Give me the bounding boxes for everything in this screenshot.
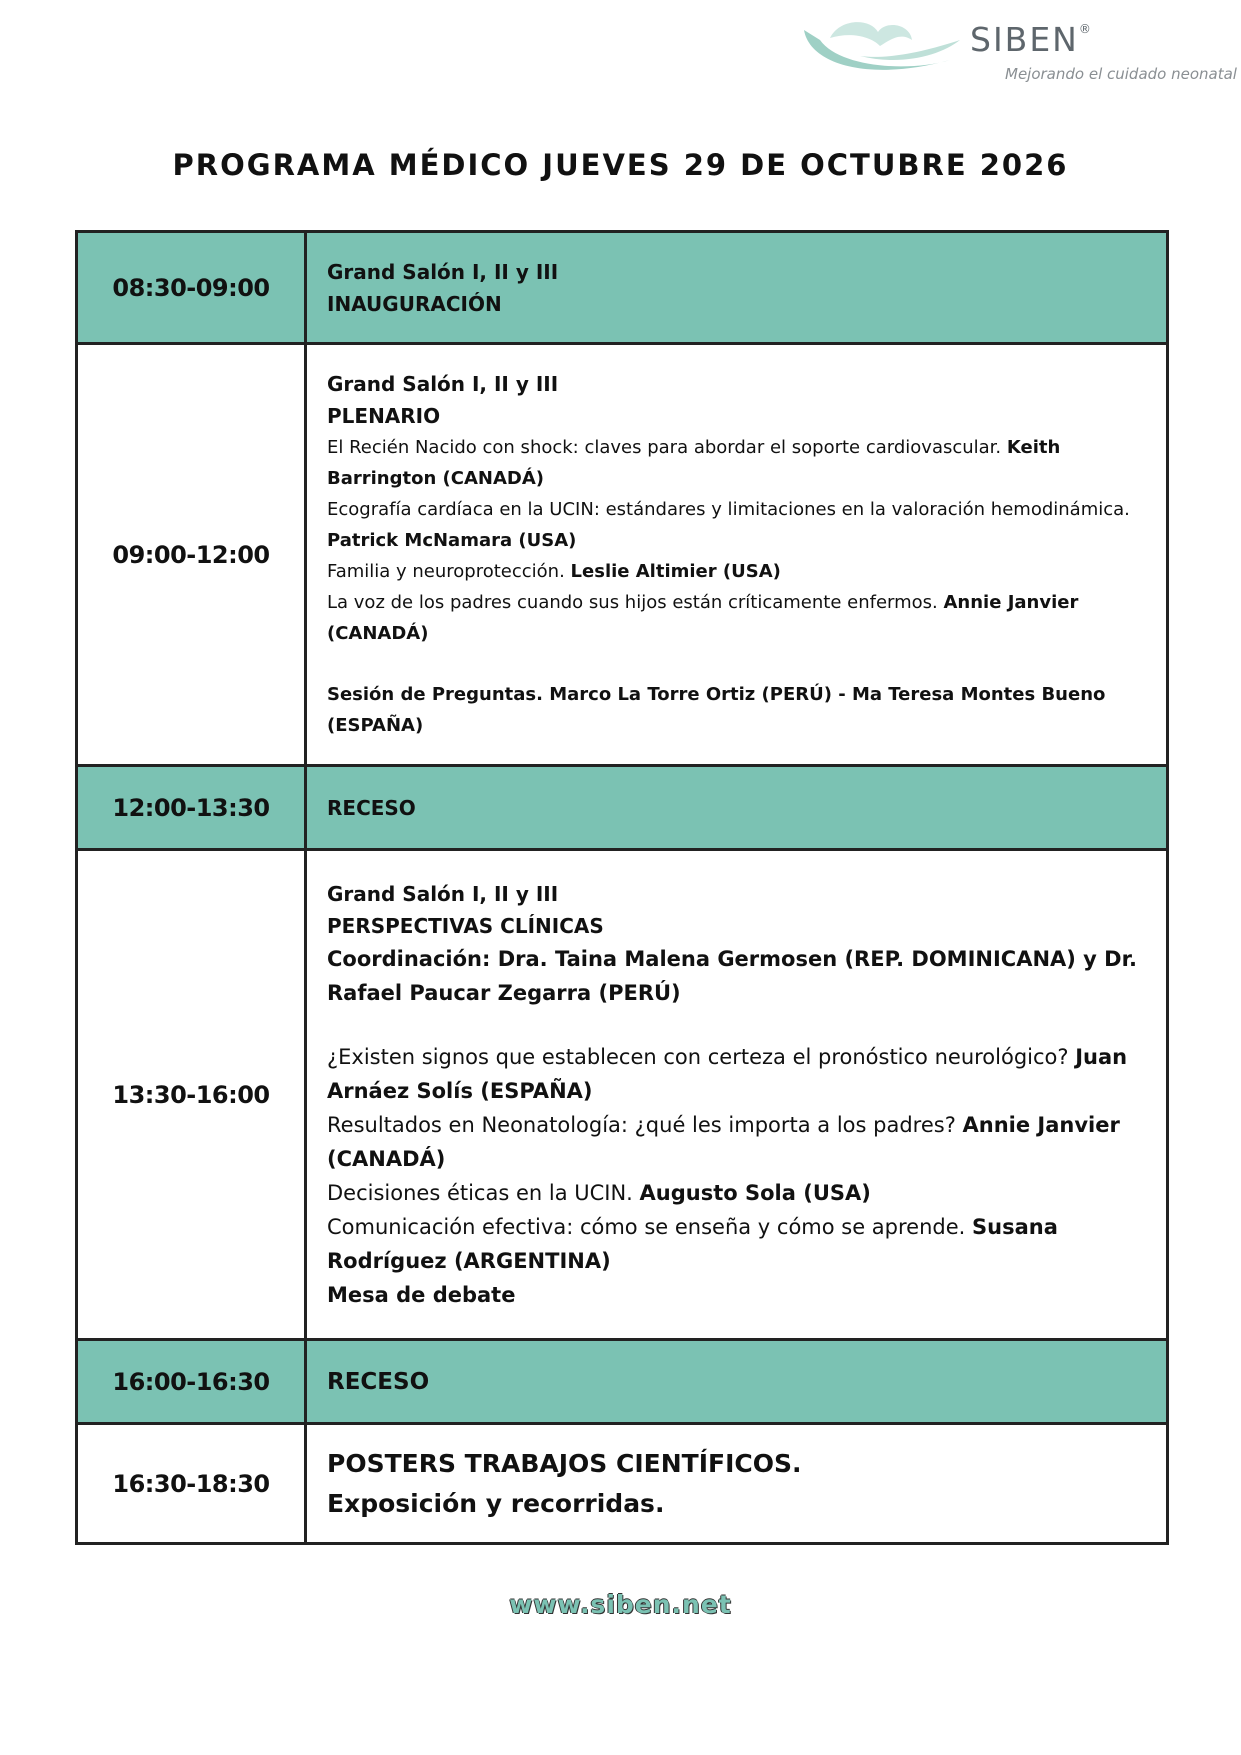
siben-logo bbox=[800, 10, 1237, 90]
schedule-table bbox=[75, 230, 1169, 1545]
session-heading: RECESO bbox=[327, 1368, 430, 1395]
coordination-line: Coordinación: Dra. Taina Malena Germosen (REP. DOMINICANA) y Dr. Rafael Paucar Zegarra (PERÚ) bbox=[327, 946, 1137, 1005]
page-title: PROGRAMA MÉDICO JUEVES 29 DE OCTUBRE 2026 bbox=[172, 148, 1069, 182]
talk-item: El Recién Nacido con shock: claves para abordar el soporte cardiovascular. Keith Barrington (CANADÁ) bbox=[327, 437, 1061, 489]
session-cell bbox=[306, 1424, 1168, 1544]
talk-item: ¿Existen signos que establecen con certeza el pronóstico neurológico? Juan Arnáez Solís (ESPAÑA) bbox=[327, 1044, 1128, 1103]
session-heading: RECESO bbox=[327, 795, 416, 820]
time-cell: 13:30-16:00 bbox=[77, 850, 306, 1340]
room-label: Grand Salón I, II y III bbox=[327, 881, 559, 906]
session-cell bbox=[306, 344, 1168, 766]
closing-line: Mesa de debate bbox=[327, 1282, 516, 1307]
time-cell: 16:30-18:30 bbox=[77, 1424, 306, 1544]
time-cell: 08:30-09:00 bbox=[77, 232, 306, 344]
schedule-row bbox=[77, 850, 1168, 1340]
talk-item: Ecografía cardíaca en la UCIN: estándares y limitaciones en la valoración hemodinámica. Patrick McNamara (USA) bbox=[327, 499, 1130, 551]
talk-item: Resultados en Neonatología: ¿qué les importa a los padres? Annie Janvier (CANADÁ) bbox=[327, 1112, 1120, 1171]
talk-item: Comunicación efectiva: cómo se enseña y cómo se aprende. Susana Rodríguez (ARGENTINA) bbox=[327, 1214, 1058, 1273]
logo-tagline: Mejorando el cuidado neonatal bbox=[1005, 65, 1237, 83]
time-cell: 09:00-12:00 bbox=[77, 344, 306, 766]
time-cell: 16:00-16:30 bbox=[77, 1340, 306, 1424]
session-heading: INAUGURACIÓN bbox=[327, 291, 502, 316]
schedule-row bbox=[77, 232, 1168, 344]
session-cell bbox=[306, 1340, 1168, 1424]
session-subheading: Exposición y recorridas. bbox=[327, 1488, 665, 1518]
session-cell bbox=[306, 766, 1168, 850]
room-label: Grand Salón I, II y III bbox=[327, 259, 559, 284]
siben-swirl-icon bbox=[800, 10, 970, 90]
session-heading: PLENARIO bbox=[327, 404, 441, 428]
questions-session: Sesión de Preguntas. Marco La Torre Ortiz (PERÚ) - Ma Teresa Montes Bueno (ESPAÑA) bbox=[327, 684, 1106, 736]
room-label: Grand Salón I, II y III bbox=[327, 372, 559, 396]
talk-item: Familia y neuroprotección. Leslie Altimier (USA) bbox=[327, 561, 781, 582]
talk-item: La voz de los padres cuando sus hijos están críticamente enfermos. Annie Janvier (CANADÁ) bbox=[327, 592, 1079, 644]
session-heading: PERSPECTIVAS CLÍNICAS bbox=[327, 913, 604, 938]
talk-item: Decisiones éticas en la UCIN. Augusto Sola (USA) bbox=[327, 1180, 871, 1205]
schedule-row bbox=[77, 1424, 1168, 1544]
session-heading: POSTERS TRABAJOS CIENTÍFICOS. bbox=[327, 1448, 802, 1478]
time-cell: 12:00-13:30 bbox=[77, 766, 306, 850]
footer-website: www.siben.net bbox=[509, 1590, 732, 1619]
schedule-row bbox=[77, 766, 1168, 850]
schedule-row bbox=[77, 344, 1168, 766]
logo-name: SIBEN® bbox=[970, 20, 1093, 59]
schedule-row bbox=[77, 1340, 1168, 1424]
session-cell bbox=[306, 232, 1168, 344]
session-cell bbox=[306, 850, 1168, 1340]
